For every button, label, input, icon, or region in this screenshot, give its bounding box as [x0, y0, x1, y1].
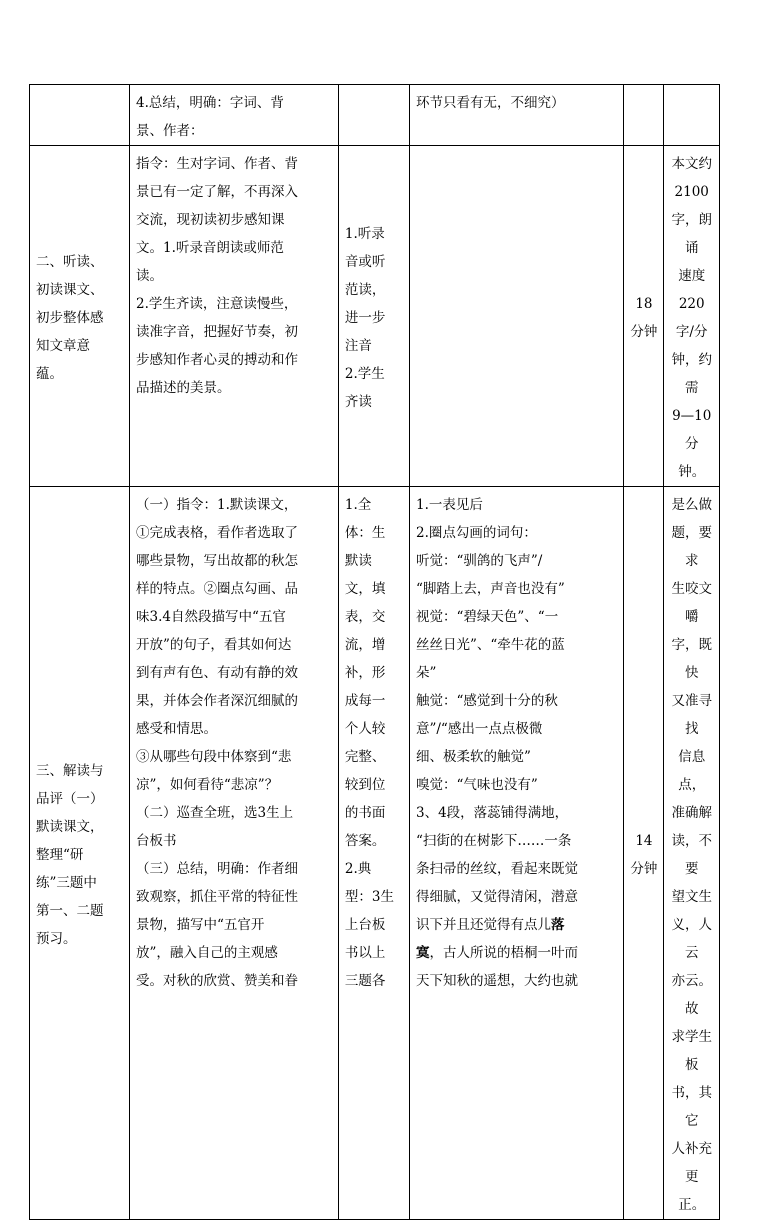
teacher-activity-cell: 4.总结，明确：字词、背 景、作者：: [130, 85, 339, 146]
content-cell: [409, 146, 623, 487]
note-cell: 本文约 2100 字，朗诵 速度220 字/分 钟，约需 9—10 分 钟。: [664, 146, 720, 487]
lesson-plan-table: [29, 84, 720, 1220]
table-row: [30, 85, 720, 146]
teacher-activity-cell: （一）指令：1.默读课文， ①完成表格，看作者选取了 哪些景物，写出故都的秋怎 样的特点。②圈点勾画、品 味3.4自然段描写中“五官 开放”的句子，看其如何达 到有声有色、有动有静的效 果，并体会作者深沉细腻的 感受和情思。 ③从哪些句段中体察到“悲 凉”，如何看待“悲凉”？ （二）巡查全班，选3生上 台板书 （三）总结，明确：作者细 致观察，抓住平常的特征性 景物，描写中“五官开 放”，融入自己的主观感 受。对秋的欣赏、赞美和眷: [130, 487, 339, 1220]
stage-cell: [30, 85, 130, 146]
teacher-activity-cell: 指令：生对字词、作者、背 景已有一定了解，不再深入 交流，现初读初步感知课 文。1.听录音朗读或师范 读。 2.学生齐读，注意读慢些， 读准字音，把握好节奏，初 步感知作者心灵的搏动和作 品描述的美景。: [130, 146, 339, 487]
content-text: ，古人所说的梧桐一叶而 天下知秋的遥想，大约也就: [415, 945, 578, 989]
table-row: [30, 487, 720, 1220]
content-cell: 环节只看有无，不细究）: [409, 85, 623, 146]
time-cell: 18 分钟: [624, 146, 664, 487]
table-row: [30, 146, 720, 487]
time-cell: [624, 85, 664, 146]
note-cell: 是么做 题，要求 生咬文嚼 字，既快 又准寻找 信息点， 准确解 读，不要 望文生 义，人云 亦云。故 求学生板 书，其它 人补充更 正。: [664, 487, 720, 1220]
student-activity-cell: 1.听录 音或听 范读， 进一步 注音 2.学生 齐读: [338, 146, 409, 487]
student-activity-cell: 1.全 体：生 默读 文，填 表，交 流，增 补，形 成每一 个人较 完整、 较到位 的书面 答案。 2.典 型：3生 上台板 书以上 三题各: [338, 487, 409, 1220]
stage-cell: 二、听读、 初读课文、 初步整体感 知文章意 蕴。: [30, 146, 130, 487]
content-cell: [409, 487, 623, 1220]
time-cell: 14 分钟: [624, 487, 664, 1220]
student-activity-cell: [338, 85, 409, 146]
stage-cell: 三、解读与 品评（一） 默读课文， 整理“研 练”三题中 第一、二题 预习。: [30, 487, 130, 1220]
note-cell: [664, 85, 720, 146]
content-text: 1.一表见后 2.圈点勾画的词句： 听觉：“驯鸽的飞声”/ “脚踏上去，声音也没有” 视觉：“碧绿天色”、“一 丝丝日光”、“牵牛花的蓝 朵” 触觉：“感觉到十分的秋 意”/“感出一点点极微 细、极柔软的触觉” 嗅觉：“气味也没有” 3、4段，落蕊铺得满地， “扫街的在树影下……一条 条扫帚的丝纹，看起来既觉 得细腻，又觉得清闲，潜意 识下并且还觉得有点儿: [415, 497, 578, 933]
emphasis-text: 落 寞: [415, 917, 565, 961]
